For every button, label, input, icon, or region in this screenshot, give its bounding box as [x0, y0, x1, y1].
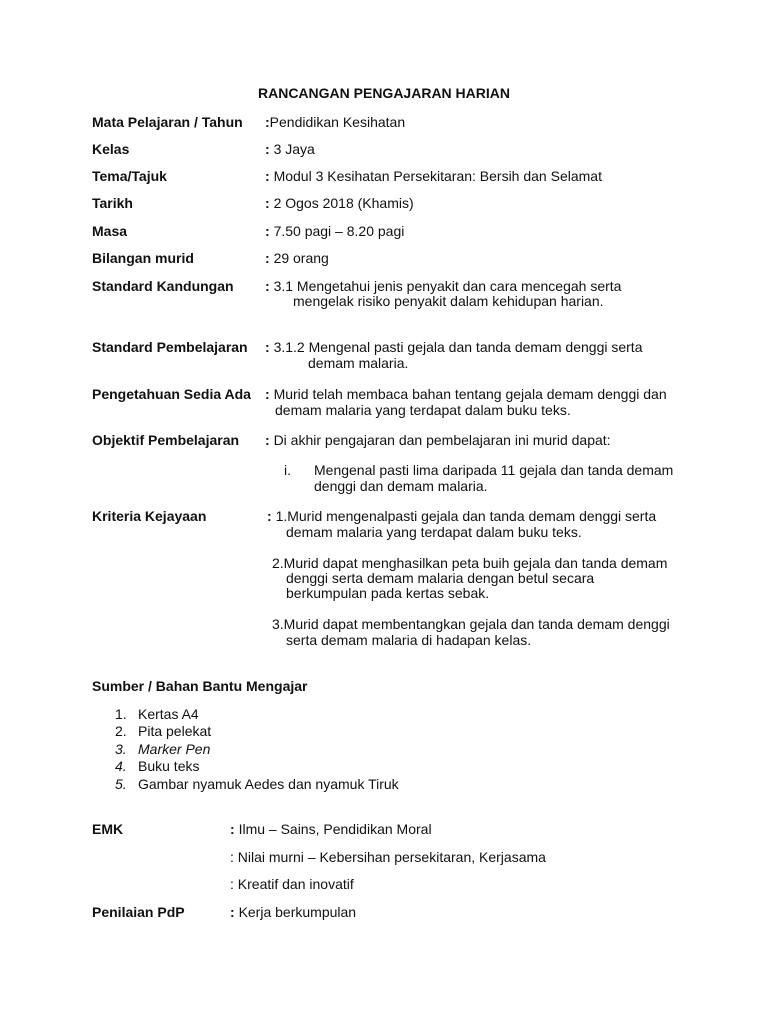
sumber-item-num: 1.: [115, 706, 127, 722]
value-standard-kandungan-1: : 3.1 Mengetahui jenis penyakit dan cara mencegah serta: [265, 278, 622, 294]
emk-line-2: : Nilai murni – Kebersihan persekitaran, Kerjasama: [230, 849, 546, 865]
value-tema: : Modul 3 Kesihatan Persekitaran: Bersih dan Selamat: [265, 168, 602, 184]
label-kelas: Kelas: [92, 141, 130, 157]
label-standard-kandungan: Standard Kandungan: [92, 278, 234, 294]
kriteria-2-line-1: 2.Murid dapat menghasilkan peta buih gejala dan tanda demam: [272, 555, 668, 571]
emk-line-1: : Ilmu – Sains, Pendidikan Moral: [230, 821, 432, 837]
kriteria-2-line-2: denggi serta demam malaria dengan betul secara: [286, 570, 595, 586]
sumber-item-text: Pita pelekat: [138, 723, 212, 739]
kriteria-1-line-1: : 1.Murid mengenalpasti gejala dan tanda demam denggi serta: [267, 508, 657, 524]
value-objektif-intro: : Di akhir pengajaran dan pembelajaran ini murid dapat:: [265, 432, 611, 448]
objektif-item-line-2: denggi dan demam malaria.: [314, 478, 488, 494]
kriteria-2-line-3: berkumpulan pada kertas sebak.: [286, 585, 490, 601]
emk-line-3: : Kreatif dan inovatif: [230, 876, 354, 892]
kriteria-3-line-2: serta demam malaria di hadapan kelas.: [286, 632, 532, 648]
sumber-item-text: Kertas A4: [138, 706, 199, 722]
label-pengetahuan: Pengetahuan Sedia Ada: [92, 386, 251, 402]
value-standard-pembelajaran-2: demam malaria.: [308, 355, 409, 371]
label-kriteria: Kriteria Kejayaan: [92, 508, 207, 524]
value-penilaian: : Kerja berkumpulan: [230, 904, 357, 920]
sumber-item-text: Buku teks: [138, 758, 200, 774]
sumber-item-text: Marker Pen: [138, 741, 211, 757]
sumber-item-num: 3.: [115, 741, 127, 757]
label-penilaian: Penilaian PdP: [92, 904, 185, 920]
label-objektif: Objektif Pembelajaran: [92, 432, 240, 448]
objektif-item-line-1: Mengenal pasti lima daripada 11 gejala dan tanda demam: [314, 462, 674, 478]
sumber-item-text: Gambar nyamuk Aedes dan nyamuk Tiruk: [138, 776, 399, 792]
label-tarikh: Tarikh: [92, 195, 133, 211]
sumber-item-num: 4.: [115, 758, 127, 774]
value-tarikh: : 2 Ogos 2018 (Khamis): [265, 195, 414, 211]
label-bilangan-murid: Bilangan murid: [92, 250, 194, 266]
label-masa: Masa: [92, 223, 128, 239]
label-emk: EMK: [92, 821, 124, 837]
label-tema: Tema/Tajuk: [92, 168, 167, 184]
value-masa: : 7.50 pagi – 8.20 pagi: [265, 223, 405, 239]
sumber-heading: Sumber / Bahan Bantu Mengajar: [92, 678, 308, 694]
kriteria-1-line-2: demam malaria yang terdapat dalam buku teks.: [286, 524, 582, 540]
label-standard-pembelajaran: Standard Pembelajaran: [92, 339, 248, 355]
value-pengetahuan-2: demam malaria yang terdapat dalam buku teks.: [275, 402, 571, 418]
value-kelas: : 3 Jaya: [265, 141, 315, 157]
value-pengetahuan-1: : Murid telah membaca bahan tentang gejala demam denggi dan: [265, 386, 667, 402]
page-title: RANCANGAN PENGAJARAN HARIAN: [257, 85, 510, 101]
value-standard-pembelajaran-1: : 3.1.2 Mengenal pasti gejala dan tanda demam denggi serta: [265, 339, 643, 355]
objektif-item-marker: i.: [284, 462, 291, 478]
sumber-item-num: 2.: [115, 723, 127, 739]
value-standard-kandungan-2: mengelak risiko penyakit dalam kehidupan harian.: [293, 293, 604, 309]
kriteria-3-line-1: 3.Murid dapat membentangkan gejala dan tanda demam denggi: [272, 616, 670, 632]
sumber-item-num: 5.: [115, 776, 127, 792]
label-mata-pelajaran: Mata Pelajaran / Tahun: [92, 114, 243, 130]
value-mata-pelajaran: :Pendidikan Kesihatan: [265, 114, 406, 130]
value-bilangan-murid: : 29 orang: [265, 250, 329, 266]
